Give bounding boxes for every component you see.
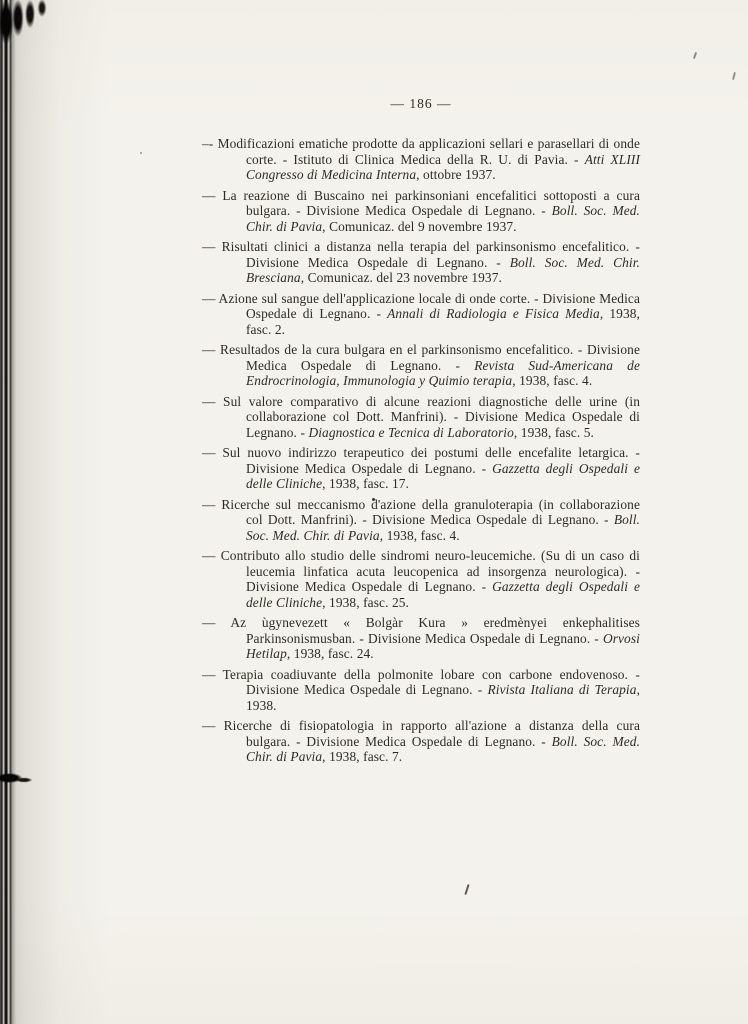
entry-text: , 1938, fasc. 17. bbox=[322, 476, 410, 491]
entry-text: , 1938, fasc. 24. bbox=[286, 646, 374, 661]
bibliography-entry bbox=[202, 445, 640, 492]
journal-title: Rivista Italiana di Terapia bbox=[487, 682, 637, 697]
binding-streaks bbox=[0, 0, 16, 1024]
entry-text: — Sul nuovo indirizzo terapeutico dei postumi delle encefalite letargica. - Divisione Medica Ospedale di Legnano. - bbox=[202, 445, 640, 476]
bibliography-entry bbox=[202, 239, 640, 286]
entry-text: , Comunicaz. del 9 novembre 1937. bbox=[322, 218, 517, 234]
scan-artifact bbox=[693, 52, 697, 59]
entry-text: — Azione sul sangue dell'applicazione locale di onde corte. - Divisione Medica Ospedale di Legnano. - bbox=[202, 290, 640, 321]
entry-text: , ottobre 1937. bbox=[416, 167, 496, 182]
scan-artifact bbox=[0, 0, 52, 78]
bibliography-entry bbox=[202, 394, 640, 441]
journal-title: Boll. Soc. Med. Chir. di Pavia bbox=[246, 733, 640, 764]
bibliography-entry bbox=[202, 548, 640, 610]
journal-title: Boll. Soc. Med. Chir. di Pavia bbox=[246, 203, 640, 234]
page-number: — 186 — bbox=[390, 96, 452, 111]
entry-text: — Sul valore comparativo di alcune reazioni diagnostiche delle urine (in collaborazione col Dott. Manfrini). - Divisione Medica Ospedale di Legnano. - bbox=[202, 393, 640, 440]
bibliography-entry bbox=[202, 615, 640, 662]
entry-text: , 1938, fasc. 5. bbox=[513, 424, 594, 440]
bibliography-entry bbox=[202, 342, 640, 389]
entry-text: — Contributo allo studio delle sindromi neuro-leucemiche. (Su di un caso di leucemia linfatica acuta leucopenica ad insorgenza neurologica). - Divisione Medica Ospedale di Legnano. - bbox=[202, 548, 640, 594]
entry-text: , 1938, fasc. 25. bbox=[322, 594, 410, 610]
entry-text: — Terapia coadiuvante della polmonite lobare con carbone endovenoso. - Divisione Medica Ospedale di Legnano. - bbox=[202, 666, 640, 697]
journal-title: Boll. Soc. Med. Chir. Bresciana bbox=[246, 254, 640, 285]
entry-text: — Risultati clinici a distanza nella terapia del parkinsonismo encefalitico. - Divisione Medica Ospedale di Legnano. - bbox=[202, 239, 640, 270]
entry-text: , 1938, fasc. 7. bbox=[322, 749, 403, 764]
entry-text: — Az ùgynevezett « Bolgàr Kura » eredmènyei enkephalitises Parkinsonismusban. - Divisione Medica Ospedale di Legnano. - bbox=[202, 615, 640, 646]
entry-text: –- Modificazioni ematiche prodotte da applicazioni sellari e parasellari di onde corte. - Istituto di Clinica Medica della R. U. di Pavia. - bbox=[202, 136, 640, 167]
entry-text: — La reazione di Buscaino nei parkinsoniani encefalitici sottoposti a cura bulgara. - Divisione Medica Ospedale di Legnano. - bbox=[202, 187, 640, 218]
bibliography-entry bbox=[202, 136, 640, 183]
bibliography-entry bbox=[202, 718, 640, 765]
entry-text: — Ricerche sul meccanismo d'azione della granuloterapia (in collaborazione col Dott. Manfrini). - Divisione Medica Ospedale di Legnano. - bbox=[202, 496, 640, 527]
entry-text: — Resultados de la cura bulgara en el parkinsonismo encefalitico. - Divisione Medica Ospedale di Legnano. - bbox=[202, 342, 640, 373]
journal-title: Annali di Radiologia e Fisica Media bbox=[387, 306, 600, 321]
bibliography-list bbox=[202, 136, 640, 765]
scan-artifact bbox=[0, 768, 36, 788]
journal-title: Gazzetta degli Ospedali e delle Cliniche bbox=[246, 579, 640, 610]
entry-text: , 1938, fasc. 4. bbox=[379, 527, 460, 543]
scan-artifact bbox=[140, 152, 142, 154]
scan-artifact bbox=[732, 72, 736, 80]
bibliography-entry bbox=[202, 497, 640, 544]
bibliography-entry bbox=[202, 188, 640, 235]
entry-text: , Comunicaz. del 23 novembre 1937. bbox=[300, 270, 502, 285]
entry-text: , 1938. bbox=[246, 682, 641, 713]
journal-title: Orvosi Hetilap bbox=[246, 630, 640, 661]
entry-text: , 1938, fasc. 4. bbox=[512, 373, 593, 388]
entry-text: , 1938, fasc. 2. bbox=[246, 306, 640, 337]
journal-title: Gazzetta degli Ospedali e delle Cliniche bbox=[246, 460, 640, 491]
bibliography-entry bbox=[202, 667, 640, 714]
journal-title: Boll. Soc. Med. Chir. di Pavia bbox=[246, 512, 640, 543]
journal-title: Revista Sud-Americana de Endrocrinologia, Immunologia y Quimio terapia bbox=[246, 357, 640, 388]
entry-text: — Ricerche di fisiopatologia in rapporto all'azione a distanza della cura bulgara. - Divisione Medica Ospedale di Legnano. - bbox=[202, 718, 640, 749]
page-content bbox=[202, 96, 640, 770]
bibliography-entry bbox=[202, 291, 640, 338]
journal-title: Atti XLIII Congresso di Medicina Interna bbox=[246, 151, 641, 182]
scan-artifact bbox=[464, 884, 469, 895]
journal-title: Diagnostica e Tecnica di Laboratorio bbox=[308, 424, 514, 440]
